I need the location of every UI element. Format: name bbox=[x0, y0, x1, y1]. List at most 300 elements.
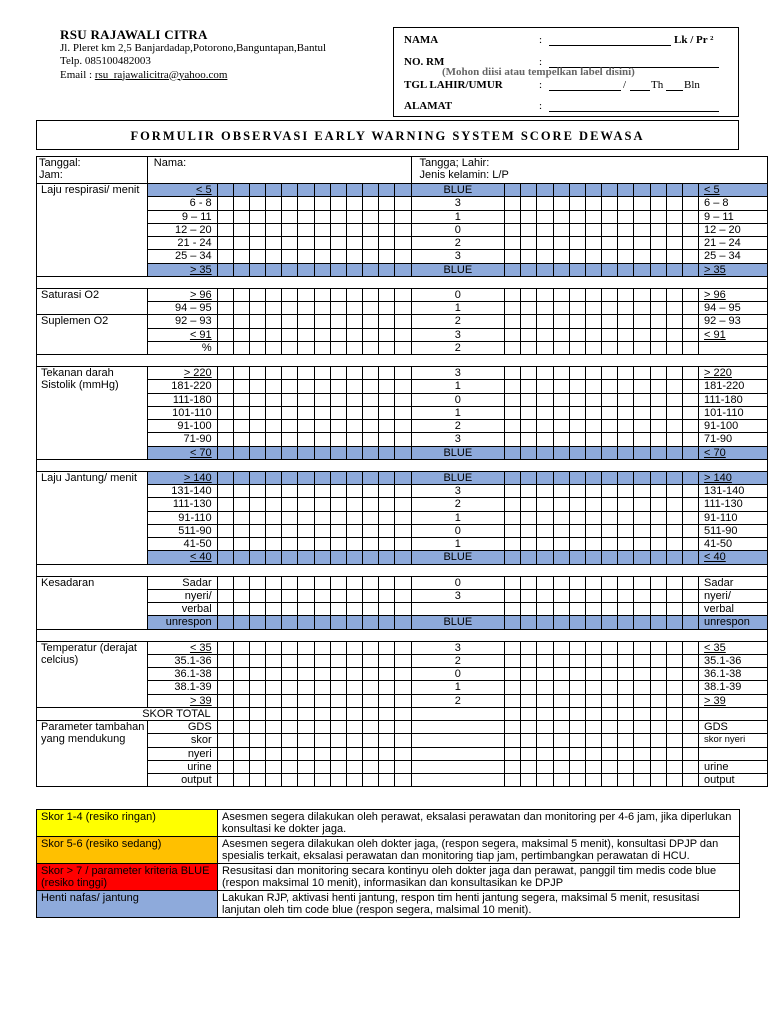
observation-cell[interactable] bbox=[650, 315, 666, 328]
observation-cell[interactable] bbox=[233, 302, 249, 315]
observation-cell[interactable] bbox=[395, 433, 411, 446]
observation-cell[interactable] bbox=[346, 302, 362, 315]
observation-cell[interactable] bbox=[585, 774, 601, 787]
observation-cell[interactable] bbox=[249, 341, 265, 354]
observation-cell[interactable] bbox=[233, 446, 249, 459]
observation-cell[interactable] bbox=[346, 237, 362, 250]
observation-cell[interactable] bbox=[537, 498, 553, 511]
observation-cell[interactable] bbox=[521, 668, 537, 681]
observation-cell[interactable] bbox=[585, 654, 601, 667]
observation-cell[interactable] bbox=[330, 654, 346, 667]
observation-cell[interactable] bbox=[618, 774, 634, 787]
observation-cell[interactable] bbox=[618, 734, 634, 747]
observation-cell[interactable] bbox=[682, 380, 698, 393]
observation-cell[interactable] bbox=[537, 721, 553, 734]
observation-cell[interactable] bbox=[346, 747, 362, 760]
observation-cell[interactable] bbox=[233, 668, 249, 681]
observation-cell[interactable] bbox=[233, 576, 249, 589]
observation-cell[interactable] bbox=[602, 446, 618, 459]
observation-cell[interactable] bbox=[666, 551, 682, 564]
observation-cell[interactable] bbox=[363, 237, 379, 250]
observation-cell[interactable] bbox=[521, 420, 537, 433]
observation-cell[interactable] bbox=[298, 654, 314, 667]
observation-cell[interactable] bbox=[217, 471, 233, 484]
observation-cell[interactable] bbox=[602, 616, 618, 629]
observation-cell[interactable] bbox=[330, 511, 346, 524]
observation-cell[interactable] bbox=[282, 551, 298, 564]
observation-cell[interactable] bbox=[395, 250, 411, 263]
observation-cell[interactable] bbox=[379, 223, 395, 236]
observation-cell[interactable] bbox=[618, 250, 634, 263]
observation-cell[interactable] bbox=[346, 616, 362, 629]
observation-cell[interactable] bbox=[521, 302, 537, 315]
observation-cell[interactable] bbox=[521, 367, 537, 380]
observation-cell[interactable] bbox=[602, 420, 618, 433]
observation-cell[interactable] bbox=[553, 694, 569, 707]
observation-cell[interactable] bbox=[505, 197, 521, 210]
observation-cell[interactable] bbox=[233, 551, 249, 564]
observation-cell[interactable] bbox=[282, 538, 298, 551]
observation-cell[interactable] bbox=[634, 511, 650, 524]
observation-cell[interactable] bbox=[314, 446, 330, 459]
observation-cell[interactable] bbox=[217, 210, 233, 223]
observation-cell[interactable] bbox=[618, 315, 634, 328]
observation-cell[interactable] bbox=[585, 524, 601, 537]
observation-cell[interactable] bbox=[521, 197, 537, 210]
observation-cell[interactable] bbox=[217, 616, 233, 629]
observation-cell[interactable] bbox=[602, 302, 618, 315]
observation-cell[interactable] bbox=[330, 551, 346, 564]
observation-cell[interactable] bbox=[249, 406, 265, 419]
observation-cell[interactable] bbox=[363, 471, 379, 484]
observation-cell[interactable] bbox=[363, 589, 379, 602]
observation-cell[interactable] bbox=[634, 302, 650, 315]
observation-cell[interactable] bbox=[666, 250, 682, 263]
observation-cell[interactable] bbox=[634, 433, 650, 446]
observation-cell[interactable] bbox=[569, 446, 585, 459]
observation-cell[interactable] bbox=[298, 341, 314, 354]
observation-cell[interactable] bbox=[650, 603, 666, 616]
observation-cell[interactable] bbox=[650, 707, 666, 720]
observation-cell[interactable] bbox=[298, 681, 314, 694]
observation-cell[interactable] bbox=[553, 263, 569, 276]
observation-cell[interactable] bbox=[395, 406, 411, 419]
observation-cell[interactable] bbox=[346, 603, 362, 616]
observation-cell[interactable] bbox=[298, 734, 314, 747]
observation-cell[interactable] bbox=[330, 471, 346, 484]
observation-cell[interactable] bbox=[217, 774, 233, 787]
observation-cell[interactable] bbox=[249, 288, 265, 301]
observation-cell[interactable] bbox=[602, 367, 618, 380]
observation-cell[interactable] bbox=[314, 302, 330, 315]
observation-cell[interactable] bbox=[650, 694, 666, 707]
observation-cell[interactable] bbox=[266, 446, 282, 459]
observation-cell[interactable] bbox=[505, 263, 521, 276]
observation-cell[interactable] bbox=[282, 250, 298, 263]
observation-cell[interactable] bbox=[330, 694, 346, 707]
observation-cell[interactable] bbox=[395, 393, 411, 406]
observation-cell[interactable] bbox=[682, 406, 698, 419]
observation-cell[interactable] bbox=[266, 420, 282, 433]
observation-cell[interactable] bbox=[666, 603, 682, 616]
observation-cell[interactable] bbox=[363, 302, 379, 315]
observation-cell[interactable] bbox=[266, 210, 282, 223]
observation-cell[interactable] bbox=[585, 328, 601, 341]
observation-cell[interactable] bbox=[618, 341, 634, 354]
observation-cell[interactable] bbox=[569, 367, 585, 380]
observation-cell[interactable] bbox=[395, 641, 411, 654]
observation-cell[interactable] bbox=[585, 446, 601, 459]
observation-cell[interactable] bbox=[282, 707, 298, 720]
observation-cell[interactable] bbox=[602, 393, 618, 406]
observation-cell[interactable] bbox=[233, 380, 249, 393]
observation-cell[interactable] bbox=[505, 668, 521, 681]
observation-cell[interactable] bbox=[282, 406, 298, 419]
observation-cell[interactable] bbox=[233, 485, 249, 498]
observation-cell[interactable] bbox=[521, 681, 537, 694]
observation-cell[interactable] bbox=[569, 315, 585, 328]
observation-cell[interactable] bbox=[217, 367, 233, 380]
observation-cell[interactable] bbox=[330, 668, 346, 681]
observation-cell[interactable] bbox=[537, 315, 553, 328]
observation-cell[interactable] bbox=[298, 641, 314, 654]
observation-cell[interactable] bbox=[521, 446, 537, 459]
observation-cell[interactable] bbox=[650, 341, 666, 354]
observation-cell[interactable] bbox=[249, 210, 265, 223]
observation-cell[interactable] bbox=[314, 328, 330, 341]
observation-cell[interactable] bbox=[363, 433, 379, 446]
observation-cell[interactable] bbox=[602, 315, 618, 328]
observation-cell[interactable] bbox=[298, 498, 314, 511]
observation-cell[interactable] bbox=[314, 524, 330, 537]
observation-cell[interactable] bbox=[379, 237, 395, 250]
observation-cell[interactable] bbox=[282, 197, 298, 210]
observation-cell[interactable] bbox=[363, 681, 379, 694]
observation-cell[interactable] bbox=[314, 721, 330, 734]
observation-cell[interactable] bbox=[682, 641, 698, 654]
observation-cell[interactable] bbox=[521, 707, 537, 720]
observation-cell[interactable] bbox=[217, 485, 233, 498]
observation-cell[interactable] bbox=[249, 393, 265, 406]
observation-cell[interactable] bbox=[233, 210, 249, 223]
observation-cell[interactable] bbox=[521, 734, 537, 747]
observation-cell[interactable] bbox=[330, 498, 346, 511]
observation-cell[interactable] bbox=[346, 420, 362, 433]
observation-cell[interactable] bbox=[330, 760, 346, 773]
observation-cell[interactable] bbox=[282, 747, 298, 760]
observation-cell[interactable] bbox=[521, 747, 537, 760]
observation-cell[interactable] bbox=[682, 538, 698, 551]
observation-cell[interactable] bbox=[553, 288, 569, 301]
observation-cell[interactable] bbox=[233, 721, 249, 734]
observation-cell[interactable] bbox=[379, 603, 395, 616]
observation-cell[interactable] bbox=[537, 485, 553, 498]
observation-cell[interactable] bbox=[650, 538, 666, 551]
observation-cell[interactable] bbox=[650, 551, 666, 564]
observation-cell[interactable] bbox=[505, 302, 521, 315]
observation-cell[interactable] bbox=[569, 485, 585, 498]
observation-cell[interactable] bbox=[585, 184, 601, 197]
observation-cell[interactable] bbox=[634, 641, 650, 654]
observation-cell[interactable] bbox=[585, 603, 601, 616]
observation-cell[interactable] bbox=[585, 641, 601, 654]
observation-cell[interactable] bbox=[521, 694, 537, 707]
observation-cell[interactable] bbox=[569, 288, 585, 301]
observation-cell[interactable] bbox=[379, 433, 395, 446]
observation-cell[interactable] bbox=[553, 589, 569, 602]
observation-cell[interactable] bbox=[363, 707, 379, 720]
observation-cell[interactable] bbox=[634, 393, 650, 406]
observation-cell[interactable] bbox=[569, 197, 585, 210]
observation-cell[interactable] bbox=[569, 616, 585, 629]
observation-cell[interactable] bbox=[249, 197, 265, 210]
observation-cell[interactable] bbox=[266, 223, 282, 236]
observation-cell[interactable] bbox=[314, 380, 330, 393]
observation-cell[interactable] bbox=[249, 328, 265, 341]
observation-cell[interactable] bbox=[553, 367, 569, 380]
observation-cell[interactable] bbox=[266, 380, 282, 393]
observation-cell[interactable] bbox=[266, 616, 282, 629]
observation-cell[interactable] bbox=[634, 707, 650, 720]
observation-cell[interactable] bbox=[217, 603, 233, 616]
observation-cell[interactable] bbox=[569, 328, 585, 341]
observation-cell[interactable] bbox=[537, 420, 553, 433]
observation-cell[interactable] bbox=[282, 446, 298, 459]
observation-cell[interactable] bbox=[682, 694, 698, 707]
observation-cell[interactable] bbox=[650, 380, 666, 393]
observation-cell[interactable] bbox=[537, 511, 553, 524]
observation-cell[interactable] bbox=[233, 774, 249, 787]
observation-cell[interactable] bbox=[650, 263, 666, 276]
observation-cell[interactable] bbox=[505, 551, 521, 564]
observation-cell[interactable] bbox=[521, 328, 537, 341]
observation-cell[interactable] bbox=[233, 681, 249, 694]
observation-cell[interactable] bbox=[314, 589, 330, 602]
observation-cell[interactable] bbox=[346, 668, 362, 681]
observation-cell[interactable] bbox=[666, 485, 682, 498]
observation-cell[interactable] bbox=[682, 774, 698, 787]
observation-cell[interactable] bbox=[217, 747, 233, 760]
observation-cell[interactable] bbox=[602, 734, 618, 747]
observation-cell[interactable] bbox=[266, 747, 282, 760]
observation-cell[interactable] bbox=[249, 315, 265, 328]
observation-cell[interactable] bbox=[602, 681, 618, 694]
observation-cell[interactable] bbox=[553, 237, 569, 250]
observation-cell[interactable] bbox=[363, 288, 379, 301]
observation-cell[interactable] bbox=[233, 341, 249, 354]
observation-cell[interactable] bbox=[363, 747, 379, 760]
observation-cell[interactable] bbox=[282, 485, 298, 498]
observation-cell[interactable] bbox=[537, 406, 553, 419]
observation-cell[interactable] bbox=[602, 433, 618, 446]
observation-cell[interactable] bbox=[346, 446, 362, 459]
observation-cell[interactable] bbox=[363, 328, 379, 341]
observation-cell[interactable] bbox=[298, 406, 314, 419]
observation-cell[interactable] bbox=[634, 406, 650, 419]
observation-cell[interactable] bbox=[666, 237, 682, 250]
observation-cell[interactable] bbox=[233, 420, 249, 433]
observation-cell[interactable] bbox=[585, 302, 601, 315]
observation-cell[interactable] bbox=[346, 197, 362, 210]
observation-cell[interactable] bbox=[602, 263, 618, 276]
observation-cell[interactable] bbox=[395, 210, 411, 223]
observation-cell[interactable] bbox=[521, 471, 537, 484]
observation-cell[interactable] bbox=[233, 538, 249, 551]
observation-cell[interactable] bbox=[249, 707, 265, 720]
observation-cell[interactable] bbox=[666, 367, 682, 380]
observation-cell[interactable] bbox=[330, 367, 346, 380]
observation-cell[interactable] bbox=[553, 393, 569, 406]
observation-cell[interactable] bbox=[505, 616, 521, 629]
observation-cell[interactable] bbox=[666, 668, 682, 681]
observation-cell[interactable] bbox=[634, 654, 650, 667]
observation-cell[interactable] bbox=[363, 734, 379, 747]
observation-cell[interactable] bbox=[298, 668, 314, 681]
observation-cell[interactable] bbox=[266, 668, 282, 681]
observation-cell[interactable] bbox=[379, 315, 395, 328]
observation-cell[interactable] bbox=[569, 707, 585, 720]
observation-cell[interactable] bbox=[585, 315, 601, 328]
observation-cell[interactable] bbox=[682, 471, 698, 484]
observation-cell[interactable] bbox=[521, 524, 537, 537]
observation-cell[interactable] bbox=[330, 420, 346, 433]
observation-cell[interactable] bbox=[282, 511, 298, 524]
observation-cell[interactable] bbox=[585, 237, 601, 250]
observation-cell[interactable] bbox=[585, 263, 601, 276]
observation-cell[interactable] bbox=[569, 498, 585, 511]
observation-cell[interactable] bbox=[521, 433, 537, 446]
observation-cell[interactable] bbox=[666, 393, 682, 406]
observation-cell[interactable] bbox=[363, 551, 379, 564]
observation-cell[interactable] bbox=[314, 498, 330, 511]
observation-cell[interactable] bbox=[521, 237, 537, 250]
observation-cell[interactable] bbox=[537, 302, 553, 315]
observation-cell[interactable] bbox=[634, 616, 650, 629]
observation-cell[interactable] bbox=[569, 538, 585, 551]
observation-cell[interactable] bbox=[379, 341, 395, 354]
observation-cell[interactable] bbox=[569, 551, 585, 564]
observation-cell[interactable] bbox=[553, 603, 569, 616]
observation-cell[interactable] bbox=[537, 393, 553, 406]
observation-cell[interactable] bbox=[346, 641, 362, 654]
observation-cell[interactable] bbox=[314, 223, 330, 236]
observation-cell[interactable] bbox=[379, 446, 395, 459]
observation-cell[interactable] bbox=[249, 551, 265, 564]
observation-cell[interactable] bbox=[602, 774, 618, 787]
observation-cell[interactable] bbox=[634, 223, 650, 236]
observation-cell[interactable] bbox=[282, 341, 298, 354]
observation-cell[interactable] bbox=[379, 367, 395, 380]
observation-cell[interactable] bbox=[298, 694, 314, 707]
observation-cell[interactable] bbox=[553, 721, 569, 734]
observation-cell[interactable] bbox=[602, 288, 618, 301]
observation-cell[interactable] bbox=[666, 328, 682, 341]
observation-cell[interactable] bbox=[266, 760, 282, 773]
observation-cell[interactable] bbox=[282, 694, 298, 707]
observation-cell[interactable] bbox=[233, 367, 249, 380]
observation-cell[interactable] bbox=[395, 223, 411, 236]
observation-cell[interactable] bbox=[395, 576, 411, 589]
observation-cell[interactable] bbox=[553, 498, 569, 511]
observation-cell[interactable] bbox=[282, 367, 298, 380]
nama-field[interactable] bbox=[549, 45, 671, 46]
observation-cell[interactable] bbox=[553, 681, 569, 694]
observation-cell[interactable] bbox=[602, 589, 618, 602]
observation-cell[interactable] bbox=[650, 302, 666, 315]
observation-cell[interactable] bbox=[618, 498, 634, 511]
observation-cell[interactable] bbox=[217, 328, 233, 341]
gender-field[interactable]: Lk / Pr ² bbox=[674, 34, 714, 46]
observation-cell[interactable] bbox=[602, 603, 618, 616]
observation-cell[interactable] bbox=[602, 380, 618, 393]
observation-cell[interactable] bbox=[682, 237, 698, 250]
observation-cell[interactable] bbox=[634, 485, 650, 498]
observation-cell[interactable] bbox=[602, 707, 618, 720]
observation-cell[interactable] bbox=[314, 471, 330, 484]
observation-cell[interactable] bbox=[330, 616, 346, 629]
observation-cell[interactable] bbox=[537, 538, 553, 551]
observation-cell[interactable] bbox=[505, 420, 521, 433]
observation-cell[interactable] bbox=[666, 694, 682, 707]
observation-cell[interactable] bbox=[569, 603, 585, 616]
observation-cell[interactable] bbox=[666, 420, 682, 433]
observation-cell[interactable] bbox=[521, 589, 537, 602]
observation-cell[interactable] bbox=[585, 589, 601, 602]
observation-cell[interactable] bbox=[346, 707, 362, 720]
observation-cell[interactable] bbox=[537, 760, 553, 773]
observation-cell[interactable] bbox=[602, 524, 618, 537]
observation-cell[interactable] bbox=[363, 511, 379, 524]
observation-cell[interactable] bbox=[569, 641, 585, 654]
observation-cell[interactable] bbox=[233, 315, 249, 328]
observation-cell[interactable] bbox=[602, 668, 618, 681]
observation-cell[interactable] bbox=[217, 589, 233, 602]
observation-cell[interactable] bbox=[314, 734, 330, 747]
observation-cell[interactable] bbox=[314, 760, 330, 773]
observation-cell[interactable] bbox=[618, 641, 634, 654]
observation-cell[interactable] bbox=[330, 263, 346, 276]
observation-cell[interactable] bbox=[298, 237, 314, 250]
observation-cell[interactable] bbox=[314, 341, 330, 354]
observation-cell[interactable] bbox=[553, 302, 569, 315]
observation-cell[interactable] bbox=[233, 184, 249, 197]
observation-cell[interactable] bbox=[233, 589, 249, 602]
observation-cell[interactable] bbox=[298, 760, 314, 773]
observation-cell[interactable] bbox=[666, 576, 682, 589]
observation-cell[interactable] bbox=[521, 393, 537, 406]
observation-cell[interactable] bbox=[585, 485, 601, 498]
observation-cell[interactable] bbox=[569, 760, 585, 773]
observation-cell[interactable] bbox=[569, 393, 585, 406]
observation-cell[interactable] bbox=[266, 485, 282, 498]
observation-cell[interactable] bbox=[249, 471, 265, 484]
observation-cell[interactable] bbox=[618, 433, 634, 446]
observation-cell[interactable] bbox=[650, 654, 666, 667]
observation-cell[interactable] bbox=[282, 263, 298, 276]
observation-cell[interactable] bbox=[346, 511, 362, 524]
observation-cell[interactable] bbox=[395, 485, 411, 498]
observation-cell[interactable] bbox=[618, 367, 634, 380]
observation-cell[interactable] bbox=[634, 446, 650, 459]
observation-cell[interactable] bbox=[666, 315, 682, 328]
observation-cell[interactable] bbox=[634, 551, 650, 564]
observation-cell[interactable] bbox=[217, 446, 233, 459]
observation-cell[interactable] bbox=[666, 341, 682, 354]
observation-cell[interactable] bbox=[217, 184, 233, 197]
observation-cell[interactable] bbox=[249, 654, 265, 667]
observation-cell[interactable] bbox=[585, 721, 601, 734]
observation-cell[interactable] bbox=[521, 760, 537, 773]
